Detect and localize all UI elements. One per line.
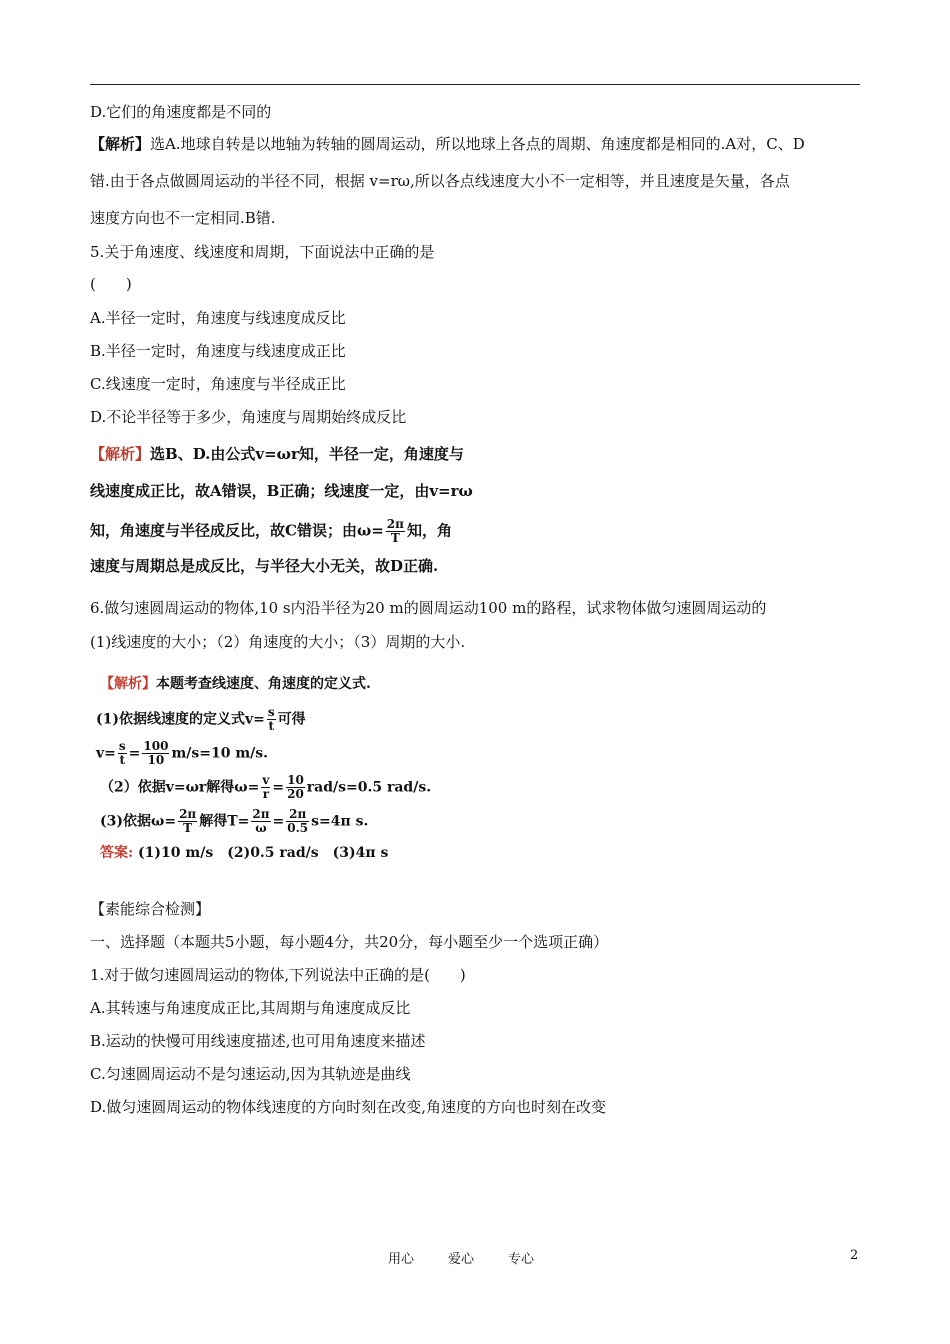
- footer-word-2: 爱心: [448, 1252, 475, 1267]
- q5-option-c: C.线速度一定时，角速度与半径成正比: [90, 375, 346, 393]
- q6-analysis-intro: 【解析】本题考查线速度、角速度的定义式.: [100, 676, 371, 692]
- s1-option-b: B.运动的快慢可用线速度描述,也可用角速度来描述: [90, 1032, 426, 1050]
- q4-analysis-line-1: 【解析】选A.地球自转是以地轴为转轴的圆周运动，所以地球上各点的周期、角速度都是相同的.A对，C、D: [90, 135, 805, 153]
- q5-option-a: A.半径一定时，角速度与线速度成反比: [90, 309, 346, 327]
- q5-option-b: B.半径一定时，角速度与线速度成正比: [90, 342, 346, 360]
- q6-step-1: (1)依据线速度的定义式v= $\frac{s}{t}$ 可得: [96, 705, 306, 733]
- fraction: $\frac{100}{10}$: [143, 739, 169, 767]
- q6-answer: 答案: (1)10 m/s (2)0.5 rad/s (3)4π s: [100, 845, 389, 861]
- fraction: $\frac{2\pi}{\omega}$: [252, 807, 270, 835]
- q4-option-d: D.它们的角速度都是不同的: [90, 103, 272, 121]
- q5-stem: 5.关于角速度、线速度和周期，下面说法中正确的是: [90, 243, 435, 261]
- fraction: $\frac{s}{t}$: [118, 739, 126, 767]
- section-part-1: 一、选择题（本题共5小题，每小题4分，共20分，每小题至少一个选项正确）: [90, 933, 609, 951]
- header-rule: [90, 84, 860, 85]
- section-title: 【素能综合检测】: [90, 900, 211, 918]
- s1-stem: 1.对于做匀速圆周运动的物体,下列说法中正确的是( ): [90, 966, 466, 984]
- analysis-label: 【解析】: [100, 676, 156, 692]
- q5-analysis-line-1: 【解析】选B、D.由公式v=ωr知，半径一定，角速度与: [90, 445, 464, 463]
- fraction: $\frac{2\pi}{T}$: [179, 807, 197, 835]
- fraction: $\frac{2\pi}{0.5}$: [287, 807, 309, 835]
- q6-step-4: (3)依据ω= $\frac{2\pi}{T}$ 解得T= $\frac{2\pi}{\omega}$ = $\frac{2\pi}{0.5}$ s=4π s.: [100, 807, 369, 835]
- q6-stem-line-2: (1)线速度的大小；（2）角速度的大小；（3）周期的大小.: [90, 633, 466, 651]
- footer-word-1: 用心: [388, 1252, 415, 1267]
- q5-analysis-line-3: 知，角速度与半径成反比，故C错误；由ω= $\frac{2\pi}{T}$ 知，角: [90, 517, 452, 545]
- q5-analysis-line-2: 线速度成正比，故A错误，B正确；线速度一定，由v=rω: [90, 482, 473, 500]
- s1-option-d: D.做匀速圆周运动的物体线速度的方向时刻在改变,角速度的方向也时刻在改变: [90, 1098, 607, 1116]
- q5-analysis-line-4: 速度与周期总是成反比，与半径大小无关，故D正确.: [90, 557, 439, 575]
- analysis-label: 【解析】: [90, 445, 151, 463]
- q6-step-3: （2）依据v=ωr解得ω= $\frac{v}{r}$ = $\frac{10}{20}$ rad/s=0.5 rad/s.: [100, 773, 432, 801]
- answer-label: 答案:: [100, 845, 134, 861]
- footer-word-3: 专心: [508, 1252, 535, 1267]
- s1-option-c: C.匀速圆周运动不是匀速运动,因为其轨迹是曲线: [90, 1065, 411, 1083]
- fraction: $\frac{10}{20}$: [287, 773, 304, 801]
- q6-step-2: v= $\frac{s}{t}$ = $\frac{100}{10}$ m/s=10 m/s.: [96, 739, 269, 767]
- q6-stem-line-1: 6.做匀速圆周运动的物体,10 s内沿半径为20 m的圆周运动100 m的路程，试求物体做匀速圆周运动的: [90, 599, 767, 617]
- q5-paren: ( ): [90, 275, 132, 293]
- fraction: $\frac{v}{r}$: [262, 773, 270, 801]
- q4-analysis-line-3: 速度方向也不一定相同.B错.: [90, 209, 276, 227]
- q5-option-d: D.不论半径等于多少，角速度与周期始终成反比: [90, 408, 407, 426]
- analysis-label: 【解析】: [90, 135, 151, 153]
- q4-analysis-line-2: 错.由于各点做圆周运动的半径不同，根据 v=rω,所以各点线速度大小不一定相等，并且速度是矢量，各点: [90, 172, 790, 190]
- s1-option-a: A.其转速与角速度成正比,其周期与角速度成反比: [90, 999, 411, 1017]
- fraction: $\frac{s}{t}$: [267, 705, 275, 733]
- fraction: $\frac{2\pi}{T}$: [386, 517, 404, 545]
- page-number: 2: [850, 1248, 859, 1263]
